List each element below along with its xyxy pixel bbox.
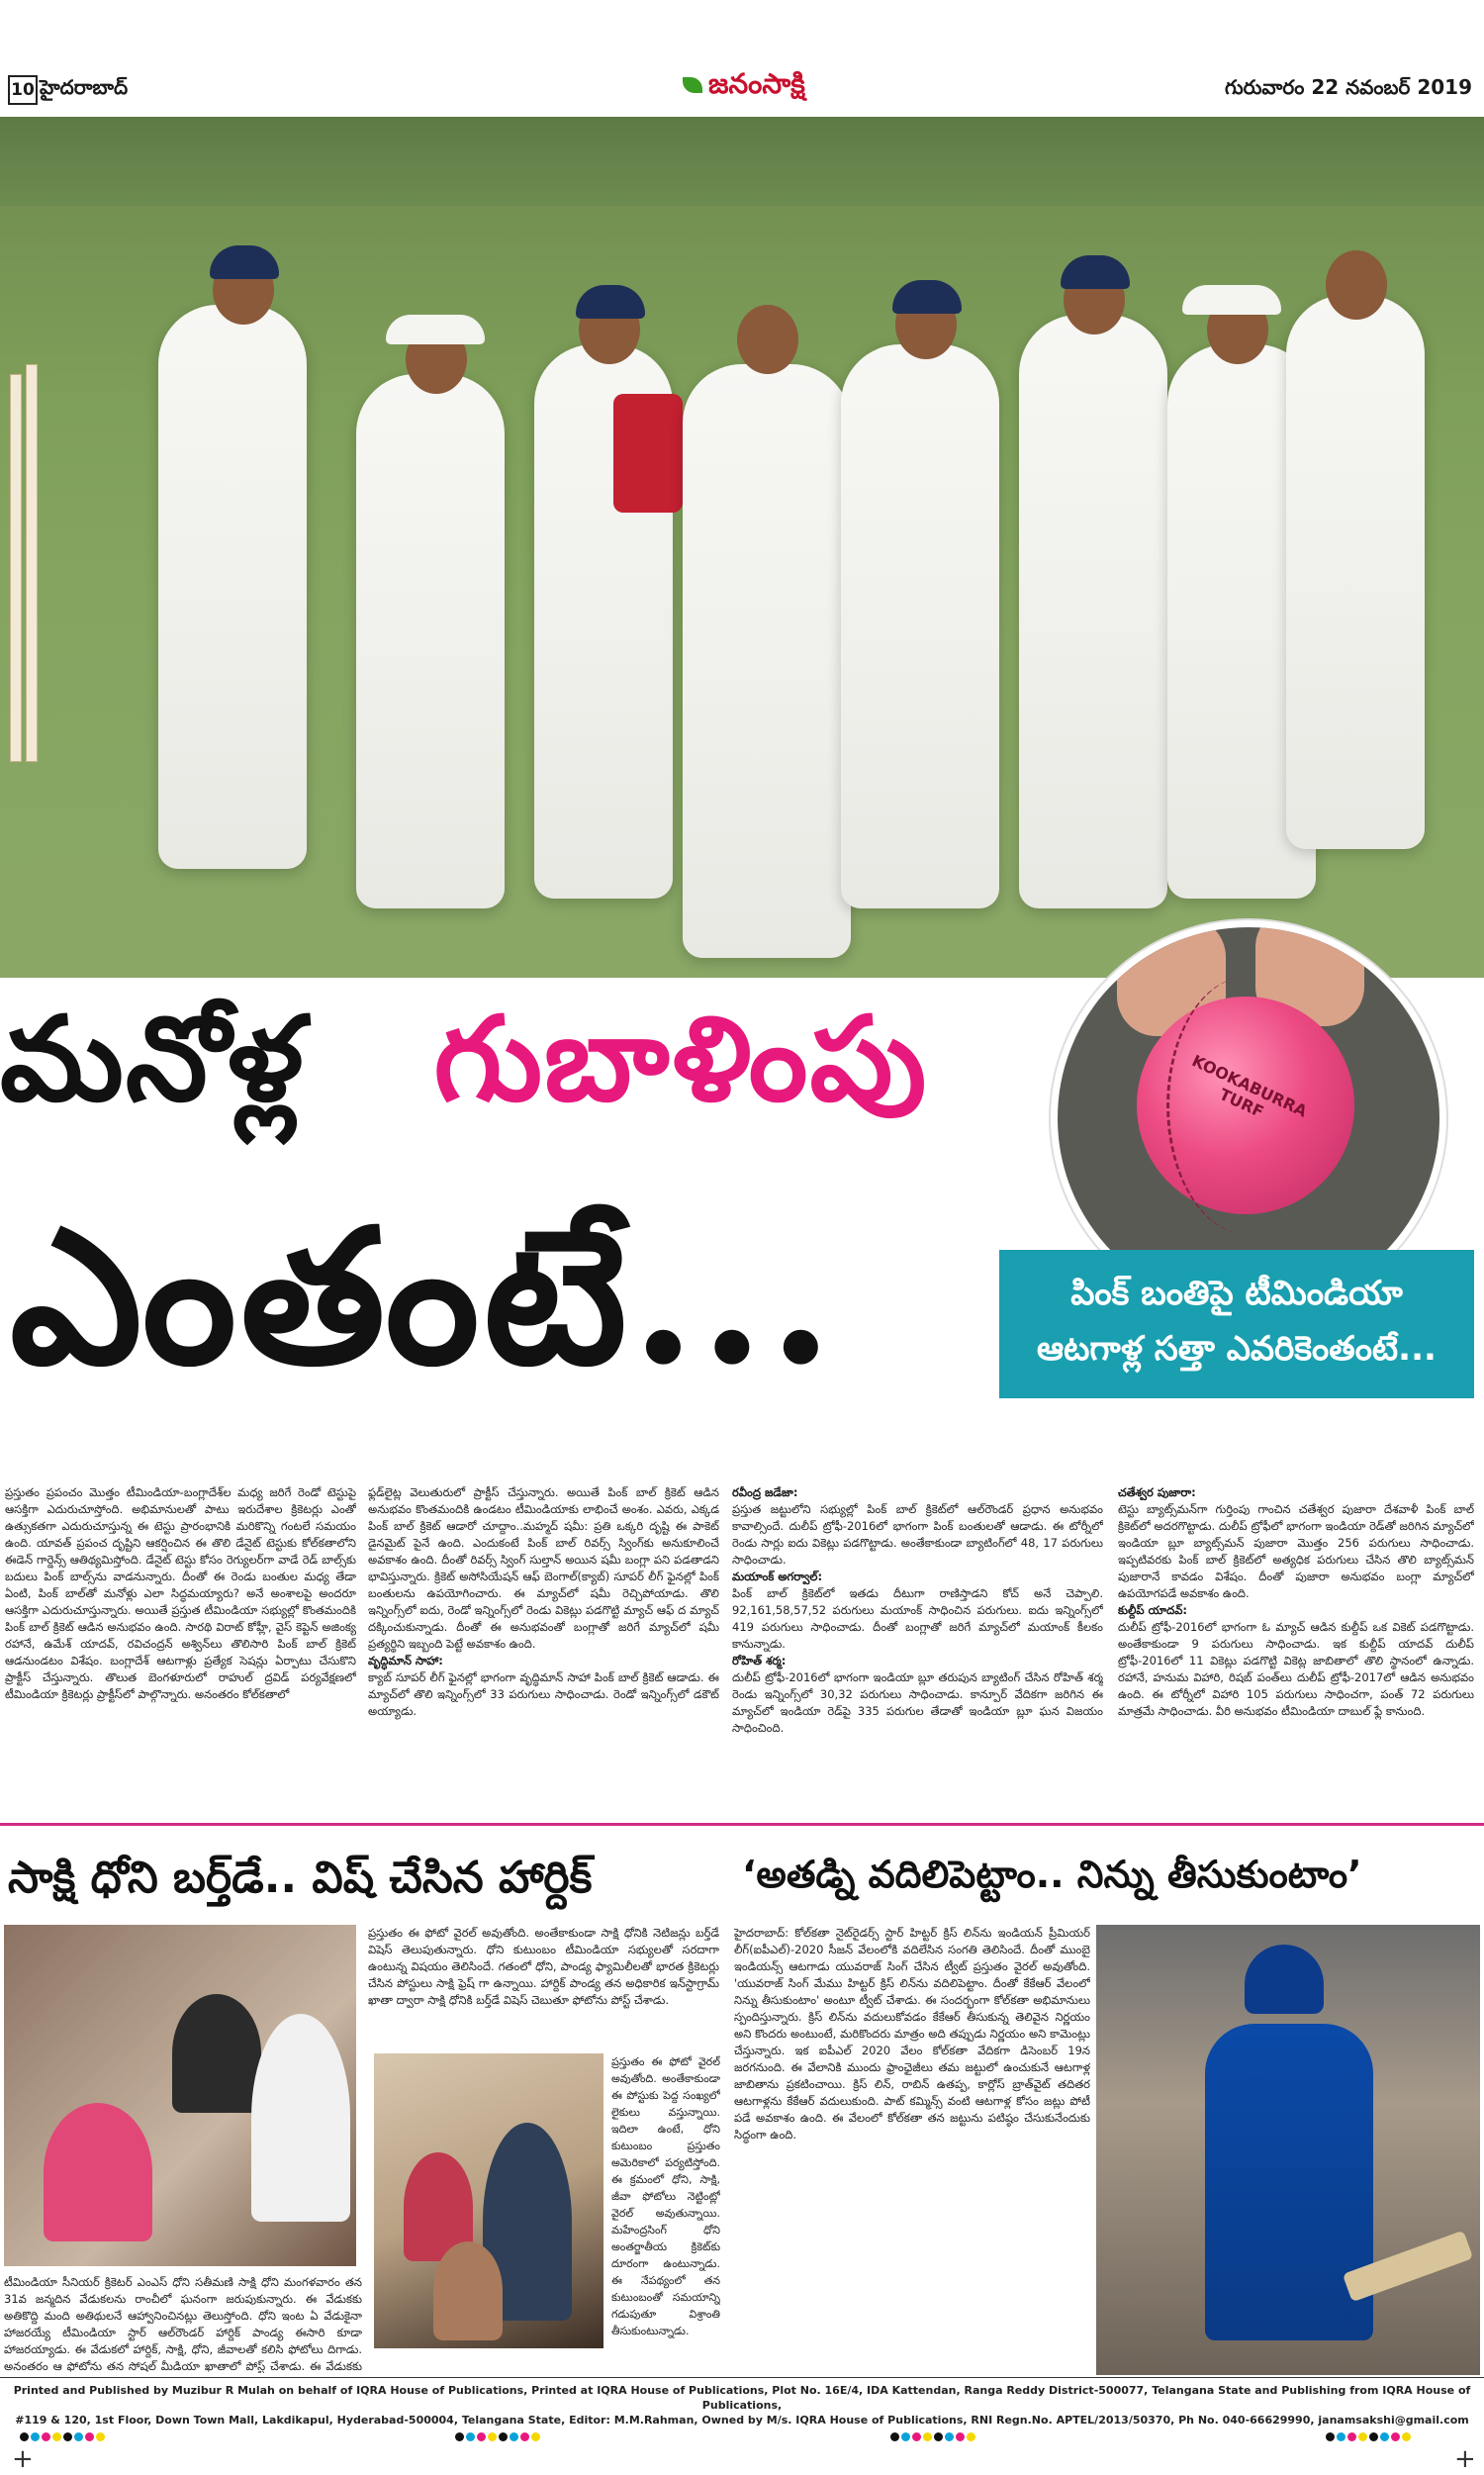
section-divider — [0, 1823, 1484, 1826]
player-figure — [356, 374, 505, 908]
leaf-icon — [683, 77, 702, 93]
edition-city: హైదరాబాద్ — [40, 75, 129, 99]
col4-text: టెస్టు బ్యాట్స్‌మన్‌గా గుర్తింపు గాంచిన చతేశ్వర పుజారా దేశవాళీ పింక్ బాల్ క్రికెట్‌లో అదరగొట్టాడు. దులీప్ ట్రోఫీలో భాగంగా ఇండియా రెడ్‌తో జరిగిన మ్యాచ్‌లో ఇండియా బ్లూ బ్యాట్స్‌మన్ పుజారా మొత్తం 256 పరుగులు సాధించాడు. ఇప్పటివరకు పింక్ బాల్ క్రికెట్‌లో అత్యధిక పరుగులు చేసిన తొలి బ్యాట్స్‌మన్ పుజారానే కావడం విశేషం. దీంతో పుజారా అనుభవం బంగ్లా మ్యాచ్‌లో ఉపయోగపడే అవకాశం ఉంది. — [1118, 1502, 1474, 1600]
player-head — [1326, 250, 1387, 320]
sakshi-headline: సాక్షి ధోని బర్త్‌డే.. విష్ చేసిన హార్దిక్ — [8, 1853, 593, 1903]
headline-line1 — [0, 990, 928, 1156]
subhead: మయాంక్ అగర్వాల్: — [732, 1570, 823, 1583]
callout-line1: పింక్ బంతిపై టీమిండియా — [1070, 1274, 1403, 1313]
crop-mark: + — [1454, 2444, 1476, 2474]
col2-text-2: క్యాబ్ సూపర్ లీగ్ ఫైనల్లో భాగంగా వృద్ధిమాన్ సాహా పింక్ బాల్ క్రికెట్ ఆడాడు. ఈ మ్యాచ్‌లో తొలి ఇన్నింగ్స్‌లో 33 పరుగులు సాధించాడు. రెండో ఇన్నింగ్స్‌లో డకౌట్ అయ్యాడు. — [368, 1670, 719, 1718]
player-figure — [683, 364, 851, 958]
imprint — [10, 2383, 1474, 2427]
subhead: కుల్దీప్ యాదవ్: — [1118, 1603, 1187, 1617]
sakshi-right-text: ప్రస్తుతం ఈ ఫోటో వైరల్ అవుతోంది. అంతేకాకుండా సాక్షి ధోనికి నెటిజన్లు బర్త్‌డే విషెస్ తెలుపుతున్నారు. ధోని కుటుంబం టీమిండియా సభ్యులతో సరదాగా ఉంటున్న విషయం తెలిసిందే. గతంలో ధోని, పాండ్య ఫ్యామిలీలతో భారత క్రికెటర్లు చేసిన పోస్టులు సాక్షి ఫ్రెష్ గా ఉన్నాయి. హార్దిక్ పాండ్య తన అధికారిక ఇన్‌స్టాగ్రామ్ ఖాతా ద్వారా సాక్షి ధోనికి బర్త్‌డే విషెస్ చెబుతూ ఫోటోను పోస్ట్ చేశాడు. — [368, 1926, 719, 2007]
player-figure — [841, 344, 999, 908]
col4-text-2: దులీప్ ట్రోఫీ-2016లో భాగంగా ఓ మ్యాచ్ ఆడిన కుల్దీప్ ఒక వికెట్ పడగొట్టాడు. అంతేకాకుండా 9 పరుగులు సాధించాడు. ఇక కుల్దీప్ యాదవ్ దులీప్ ట్రోఫీ-2016లో 11 వికెట్లు పడగొట్టి వికెట్ల జాబితాలో తొలి స్థానంలో ఉన్నాడు. రహానే, హనుమ విహారి, రిషబ్ పంత్‌లు దులీప్ ట్రోఫీ-2017లో ఆడిన అనుభవం ఉంది. ఈ టోర్నీలో విహారి 105 పరుగులు సాధించగా, పంత్ 72 పరుగులు మాత్రమే సాధించాడు. వీరి అనుభవం టీమిండియా దాబుల్ ఫ్లే కానుంది. — [1118, 1620, 1474, 1718]
wicketkeeper-glove — [613, 394, 683, 513]
stump — [10, 374, 22, 762]
headline-line2: ఎంతంటే... — [10, 1188, 838, 1406]
child-figure — [251, 2014, 350, 2222]
pink-ball — [1137, 997, 1354, 1214]
sakshi-mid-text: ప్రస్తుతం ఈ ఫోటో వైరల్ అవుతోంది. అంతేకాకుండా ఈ పోస్టుకు పెద్ద సంఖ్యలో లైకులు వస్తున్నాయి. ఇదిలా ఉంటే, ధోని కుటుంబం ప్రస్తుతం అమెరికాలో పర్యటిస్తోంది. ఈ క్రమంలో ధోని, సాక్షి, జీవా ఫోటోలు నెట్టింట్లో వైరల్ అవుతున్నాయి. మహేంద్రసింగ్ ధోని అంతర్జాతీయ క్రికెట్‌కు దూరంగా ఉంటున్నాడు. ఈ నేపథ్యంలో తన కుటుంబంతో సమయాన్ని గడుపుతూ విశ్రాంతి తీసుకుంటున్నాడు. — [611, 2055, 720, 2337]
player-jersey — [1205, 2024, 1373, 2340]
cap — [892, 280, 962, 314]
ball-brand-text: KOOKABURRA TURF — [1188, 1051, 1311, 1122]
hero-photo — [0, 117, 1484, 978]
registration-marks — [20, 2427, 107, 2436]
ground-background — [0, 117, 1484, 206]
page-number: 10 — [8, 75, 38, 105]
person-figure — [172, 1994, 261, 2113]
imprint-line1: Printed and Published by Muzibur R Mulah on behalf of IQRA House of Publications, Printed at IQRA House of Publications, Plot No. 16E/4, IDA Kattendan, Ranga Reddy District-500077, Telangana State and Publishing from IQRA House of Publications, — [13, 2384, 1471, 2412]
brand-name: జనంసాక్షి — [708, 67, 805, 100]
lead-article-col2 — [368, 1484, 719, 1811]
registration-marks — [890, 2427, 977, 2436]
helmet — [1245, 1945, 1324, 2014]
batsman-photo — [1096, 1925, 1480, 2375]
sakshi-lower-text: టీమిండియా సీనియర్ క్రికెటర్ ఎంఎస్ ధోని సతీమణి సాక్షి ధోని మంగళవారం తన 31వ జన్మదిన వేడుకలను రాంచీలో ఘనంగా జరుపుకున్నారు. ఈ వేడుకకు అతికొద్ది మంది అతిథులనే ఆహ్వానించినట్లు తెలుస్తోంది. ధోని ఇంట ఏ వేడుకైనా హాజరయ్యే టీమిండియా స్టార్ ఆల్‌రౌండర్ హార్దిక్ పాండ్య ఈసారి కూడా హాజరయ్యాడు. ఈ వేడుకలో హార్దిక్, సాక్షి, ధోని, జీవాలతో కలిసి ఫోటోలు దిగాడు. అనంతరం ఆ ఫోటోను తన సోషల్ మీడియా ఖాతాలో పోస్ట్ చేశాడు. ఈ వేడుకకు — [4, 2275, 362, 2373]
cap — [1061, 255, 1130, 289]
birthday-photo — [4, 1925, 356, 2266]
subhead: చతేశ్వర పుజారా: — [1118, 1485, 1196, 1499]
imprint-line2: #119 & 120, 1st Floor, Down Town Mall, Lakdikapul, Hyderabad-500004, Telangana State, Editor: M.M.Rahman, Owned by M/s. IQRA House of Publications, RNI Regn.No. APTEL/2013/50370, Ph No. 040-66629990, janamsakshi@gmail.com — [15, 2414, 1469, 2427]
issue-date: గురువారం 22 నవంబర్ 2019 — [1225, 75, 1472, 99]
subhead: రోహిత్ శర్మ: — [732, 1654, 787, 1667]
lead-article-col4 — [1118, 1484, 1474, 1811]
player-head — [737, 305, 798, 374]
stump — [26, 364, 38, 762]
brand-logo — [683, 67, 805, 107]
headline-pink: గుబాళింపు — [433, 990, 929, 1127]
col3-text: ప్రస్తుత జట్టులోని సభ్యుల్లో పింక్ బాల్ క్రికెట్‌లో ఆల్‌రౌండర్ ప్రధాన అనుభవం కావాల్సిందే. దులీప్ ట్రోఫీ-2016లో భాగంగా పింక్ బంతులతో ఆడాడు. ఈ టోర్నీలో రెండు సార్లు ఐదు వికెట్లు పడగొట్టాడు. అంతేకాకుండా బ్యాటింగ్‌లో 48, 17 పరుగులు సాధించాడు. — [732, 1502, 1103, 1567]
player-figure — [1019, 315, 1167, 908]
lead-article-col1: ప్రస్తుతం ప్రపంచం మొత్తం టీమిండియా-బంగ్లాదేశ్‌ల మధ్య జరిగే రెండో టెస్టుపై ఆసక్తిగా ఎదురుచూస్తోంది. అభిమానులతో పాటు ఇరుదేశాల క్రికెటర్లు ఎంతో ఉత్సుకతగా ఎదురుచూస్తున్న ఈ టెస్టు ప్రారంభానికి మరికొన్ని గంటలే సమయం ఉంది. యావత్ ప్రపంచ దృష్టిని ఆకర్షించిన ఈ తొలి డేనైట్ టెస్టుకు కోల్‌కతాలోని ఈడెన్ గార్డెన్స్ ఆతిథ్యమిస్తోంది. డేనైట్ టెస్టు కోసం రెగ్యులర్‌గా వాడే రెడ్ బాల్స్‌కు బదులు పింక్ బాల్స్‌ను వాడనున్నారు. దీంతో ఈ రెండు బంతుల మధ్య తేడా ఏంటి, పింక్ బాల్‌తో మనోళ్లు ఎలా సిద్ధమయ్యారు? అనే అంశాలపై అందరూ ఆసక్తిగా ఎదురుచూస్తున్నారు. అయితే ప్రస్తుత టీమిండియా సభ్యుల్లో కొంతమందికి పింక్ బాల్ క్రికెట్ ఆడిన అనుభవం ఉంది. సారథి విరాట్ కోహ్లీ, వైస్ కెప్టెన్ అజింక్య రహానే, ఉమేశ్ యాదవ్, రవిచంద్రన్ అశ్విన్‌లు తొలిసారి పింక్ బాల్ క్రికెట్ ఆడనుండటం విశేషం. బంగ్లాదేశ్ ఆటగాళ్లు ప్రత్యేక సెషన్లు ఏర్పాటు చేసుకొని ప్రాక్టీస్ చేస్తున్నారు. తొలుత బెంగళూరులో రాహుల్ ద్రవిడ్ పర్యవేక్షణలో టీమిండియా క్రికెటర్లు ప్రాక్టీస్‌లో పాల్గొన్నారు. అనంతరం కోల్‌కతాలో — [5, 1485, 356, 1701]
kkr-headline: ‘అతడ్ని వదిలిపెట్టాం.. నిన్ను తీసుకుంటాం’ — [742, 1853, 1362, 1896]
child-figure — [433, 2241, 503, 2340]
player-figure — [158, 305, 307, 869]
cap — [210, 245, 279, 279]
masthead — [0, 65, 1484, 111]
callout-line2: ఆటగాళ్ల సత్తా ఎవరికెంతంటే... — [1037, 1329, 1437, 1369]
col3-text-2: పింక్ బాల్ క్రికెట్‌లో ఇతడు దీటుగా రాణిస్తాడని కోచ్ అనే చెప్పాలి. 92,161,58,57,52 పరుగులు మయాంక్ సాధించిన పరుగులు. ఐదు ఇన్నింగ్స్‌లో 419 పరుగులు సాధించాడు. దీంతో బంగ్లాతో జరిగే మ్యాచ్‌లో మయాంక్ కీలకం కానున్నాడు. — [732, 1586, 1103, 1651]
sun-hat — [386, 315, 485, 344]
lead-article-col3 — [732, 1484, 1103, 1811]
col2-text: ఫ్లడ్‌లైట్ల వెలుతురులో ప్రాక్టీస్ చేస్తున్నారు. అయితే పింక్ బాల్ క్రికెట్ ఆడిన అనుభవం కొంతమందికి ఉండటం టీమిండియాకు లాభించే అంశం. ఎవరు, ఎక్కడ పింక్ బాల్ క్రికెట్ ఆడారో చూద్దాం..మహ్మద్ షమీ: ప్రతి ఒక్కరి దృష్టి ఈ పాకెట్ డైనమైట్ పైనే ఉంది. ఎందుకంటే పింక్ బాల్ రివర్స్ స్వింగ్‌కు అనుకూలించే అవకాశం ఉంది. దీంతో రివర్స్ స్వింగ్ సుల్తాన్ అయిన షమీ బంగ్లా పని పడతాడని భావిస్తున్నారు. క్రికెట్ అసోసియేషన్ ఆఫ్ బెంగాల్(క్యాబ్) సూపర్ లీగ్ ఫైనల్లో పింక్ బంతులను ఉపయోగించారు. ఈ మ్యాచ్‌లో షమీ రెచ్చిపోయాడు. తొలి ఇన్నింగ్స్‌లో ఐదు, రెండో ఇన్నింగ్స్‌లో రెండు వికెట్లు పడగొట్టి మ్యాచ్ ఆఫ్ ద మ్యాచ్ దక్కించుకున్నాడు. దీంతో ఈ అనుభవంతో బంగ్లాతో జరిగే మ్యాచ్‌లో షమీ ప్రత్యర్థిని ఇబ్బంది పెట్టే అవకాశం ఉంది. — [368, 1485, 719, 1651]
person-figure — [44, 2103, 152, 2241]
subhead: రవీంద్ర జడేజా: — [732, 1485, 798, 1499]
subhead: వృద్ధిమాన్ సాహా: — [368, 1654, 443, 1667]
sun-hat — [1182, 285, 1281, 315]
col3-text-3: దులీప్ ట్రోఫీ-2016లో భాగంగా ఇండియా బ్లూ తరుపున బ్యాటింగ్ చేసిన రోహిత్ శర్మ రెండు ఇన్నింగ్స్‌లో 30,32 పరుగులు సాధించాడు. కాన్పూర్ వేదికగా జరిగిన ఈ మ్యాచ్‌లో ఇండియా రెడ్‌పై 335 పరుగుల తేడాతో ఇండియా బ్లూ ఘన విజయం సాధించింది. — [732, 1670, 1103, 1735]
registration-marks — [1326, 2427, 1413, 2436]
crop-mark: + — [12, 2444, 34, 2474]
cap — [576, 285, 645, 319]
player-figure — [1286, 295, 1425, 849]
registration-marks — [455, 2427, 542, 2436]
footer-rule — [0, 2377, 1484, 2378]
family-photo — [374, 2053, 603, 2348]
teal-callout — [999, 1250, 1474, 1398]
kkr-body: హైదరాబాద్: కోల్‌కతా నైట్‌రైడర్స్ స్టార్ హిట్టర్ క్రిస్ లిన్‌ను ఇండియన్ ప్రీమియర్ లీగ్(ఐపీఎల్)-2020 సీజన్ వేలంలోకి వదిలేసిన సంగతి తెలిసిందే. దీంతో ముంబై ఇండియన్స్ ఆటగాడు యువరాజ్ సింగ్ చేసిన ట్వీట్ ప్రస్తుతం వైరల్ అవుతోంది. 'యువరాజ్ సింగ్ మేము హిట్టర్ క్రిస్ లిన్‌ను వదిలిపెట్టాం. దీంతో కేకేఆర్ వేలంలో నిన్ను తీసుకుంటాం' అంటూ ట్వీట్ చేశాడు. ఈ సందర్భంగా కోల్‌కతా అభిమానులు స్పందిస్తున్నారు. క్రిస్ లిన్‌ను వదులుకోవడం కేకేఆర్ తీసుకున్న తెలివైన నిర్ణయం అని కొందరు అంటుంటే, మరికొందరు మాత్రం అది తప్పుడు నిర్ణయం అని కామెంట్లు చేస్తున్నారు. ఇక ఐపీఎల్ 2020 వేలం కోల్‌కతా వేదికగా డిసెంబర్ 19న జరగనుంది. ఈ వేలానికి ముందు ఫ్రాంఛైజీలు తమ జట్టులో ఉంచుకునే ఆటగాళ్ల జాబితాను ప్రకటించాయి. క్రిస్ లిన్, రాబిన్ ఉతప్ప, కార్లోస్ బ్రాత్‌వైట్ తదితర ఆటగాళ్లను కేకేఆర్ వదులుకుంది. పాట్ కమ్మిన్స్ వంటి ఆటగాళ్ల కోసం జట్లు పోటీ పడే అవకాశం ఉంది. ఈ వేలంలో కోల్‌కతా తన జట్టును పటిష్ఠం చేసుకునేందుకు సిద్ధంగా ఉంది. — [734, 1926, 1090, 2142]
headline-black: మనోళ్ల — [0, 990, 306, 1127]
